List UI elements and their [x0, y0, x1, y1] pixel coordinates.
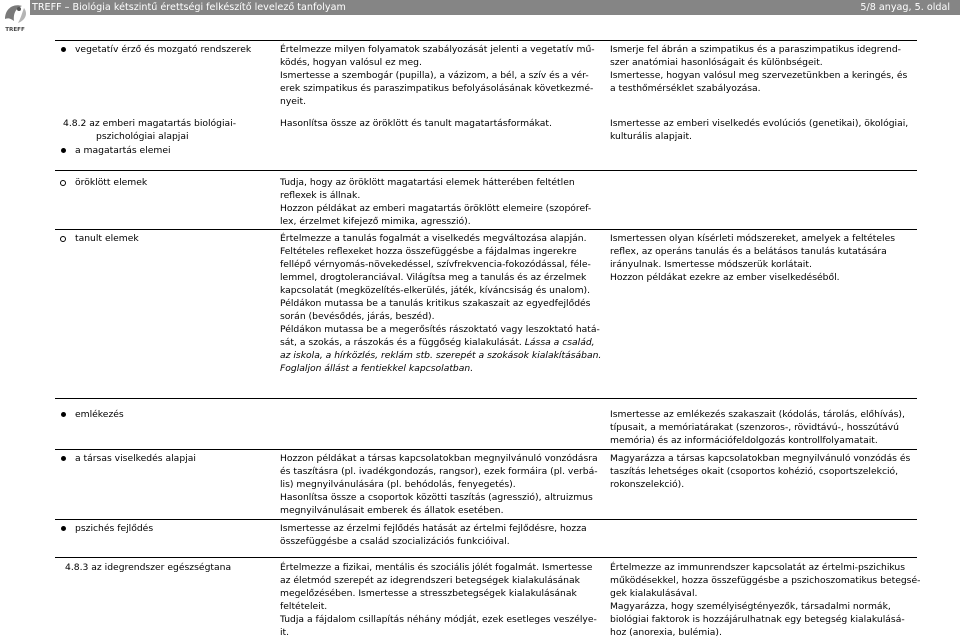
- document-title: TREFF – Biológia kétszintű érettségi felkészítő levelező tanfolyam: [32, 2, 346, 13]
- subtopic-label: tanult elemek: [75, 233, 139, 244]
- standard-requirement-text: Értelmezze milyen folyamatok szabályozását jelenti a vegetatív mű- ködés, hogyan valósul ez meg. Ismertesse a szembogár (pupilla), a vázizom, a bél, a szív és a vér- erek szimpatikus és paraszimpatikus befolyásolásának következmé- nyeit.: [280, 44, 595, 107]
- standard-requirement-text: Értelmezze a fizikai, mentális és szociális jólét fogalmát. Ismertesse az életmód szerepét az idegrendszeri betegségek kialakulásának megelőzésében. Ismertesse a stresszbetegségek kialakulásának feltételeit. Tudja a fájdalom csillapítás néhány módját, ezek esetleges veszélye- it.: [280, 562, 597, 638]
- advanced-requirement-text: Értelmezze az immunrendszer kapcsolatát az értelmi-pszichikus működésekkel, hozza összefüggésbe a pszichoszomatikus betegsé- gek kialakulásával. Magyarázza, hogy személyiségtényezők, társadalmi normák, biológiai faktorok is hozzájárulhatnak egy betegség kialakulásá- hoz (anorexia, bulémia).: [610, 562, 921, 638]
- subtopic-label: öröklött elemek: [75, 177, 148, 188]
- advanced-requirement-text: Magyarázza a társas kapcsolatokban megnyilvánuló vonzódás és taszítás lehetséges okait (csoportos kohézió, csoportszelekció, rokonszelekció).: [610, 453, 911, 490]
- treff-logo: [0, 0, 30, 34]
- bullet-icon: [61, 412, 66, 417]
- row-divider: [55, 40, 917, 41]
- advanced-requirement-text: Ismerje fel ábrán a szimpatikus és a paraszimpatikus idegrend- szer anatómiai hasonlóságait és különbségeit. Ismertesse, hogyan valósul meg szervezetünkben a keringés, és a testhőmérséklet szabályozása.: [610, 44, 908, 94]
- bullet-icon: [61, 47, 66, 52]
- section-heading-continued: pszichológiai alapjai: [96, 131, 189, 142]
- topic-label: pszichés fejlődés: [75, 523, 154, 534]
- treff-logo-text: TREFF: [5, 27, 25, 33]
- row-divider: [55, 229, 917, 230]
- bullet-icon: [61, 526, 66, 531]
- standard-requirement-text: Hozzon példákat a társas kapcsolatokban megnyilvánuló vonzódásra és taszításra (pl. ivadékgondozás, rangsor), ezek formáira (pl. verbá- lis) megnyilvánulására (pl. behódolás, fenyegetés). Hasonlítsa össze a csoportok közötti taszítás (agresszió), altruizmus megnyilvánulásait emberek és állatok esetében.: [280, 453, 598, 516]
- standard-requirement-text: Hasonlítsa össze az öröklött és tanult magatartásformákat.: [280, 118, 552, 129]
- topic-label: vegetatív érző és mozgató rendszerek: [75, 44, 252, 55]
- topic-label: emlékezés: [75, 409, 124, 420]
- row-divider: [55, 398, 917, 399]
- row-divider: [55, 519, 917, 520]
- page-header: [0, 0, 960, 15]
- hollow-bullet-icon: [60, 236, 66, 242]
- page-number: 5/8 anyag, 5. oldal: [860, 2, 950, 13]
- advanced-requirement-text: Ismertessen olyan kísérleti módszereket, amelyek a feltételes reflex, az operáns tanulás és a belátásos tanulás kutatására irányulnak. Ismertesse módszerük korlátait. Hozzon példákat ezekre az ember viselkedéséből.: [610, 233, 896, 283]
- topic-label: a társas viselkedés alapjai: [75, 453, 196, 464]
- hollow-bullet-icon: [60, 180, 66, 186]
- topic-label: a magatartás elemei: [75, 145, 171, 156]
- section-heading: 4.8.3 az idegrendszer egészségtana: [65, 562, 232, 573]
- requirement-text-regular: Értelmezze a tanulás fogalmát a viselkedés megváltozása alapján. Feltételes reflexeket hozza összefüggésbe a fájdalmas ingerekre fellépő vérnyomás-növekedéssel, szívfrekvencia-fokozódással, féle- lemmel, drogtoleranciával. Világítsa meg a tanulás és az érzelmek kapcsolatát (megközelítés-elkerülés, játék, kíváncsiság és unalom). Példákon mutassa be a tanulás kritikus szakaszait az egyedfejlődés során (bevésődés, járás, beszéd). Példákon mutassa be a megerősítés rászoktató vagy leszoktató hatá- sát, a szokás, a rászokás és a függőség kialakulását.: [280, 233, 600, 348]
- row-divider: [55, 449, 917, 450]
- standard-requirement-text: Tudja, hogy az öröklött magatartási elemek hátterében feltétlen reflexek is állnak. Hozzon példákat az emberi magatartás öröklött elemeire (szopóref- lex, érzelmet kifejező mimika, agresszió).: [280, 177, 592, 227]
- standard-requirement-text: [280, 232, 601, 375]
- advanced-requirement-text: Ismertesse az emlékezés szakaszait (kódolás, tárolás, előhívás), típusait, a memóriatárakat (szenzoros-, rövidtávú-, hosszútávú memória) és az információfeldolgozás kontrollfolyamatait.: [610, 409, 905, 446]
- row-divider: [55, 557, 917, 558]
- requirement-text-italic: Lássa a család, az iskola, a hírközlés, reklám stb. szerepét a szokások kialakításában. Foglaljon állást a fentiekkel kapcsolatban.: [280, 337, 602, 374]
- bullet-icon: [61, 148, 66, 153]
- bullet-icon: [61, 456, 66, 461]
- standard-requirement-text: Ismertesse az érzelmi fejlődés hatását az értelmi fejlődésre, hozza összefüggésbe a család szocializációs funkcióival.: [280, 523, 587, 547]
- section-heading: 4.8.2 az emberi magatartás biológiai-: [63, 118, 237, 129]
- advanced-requirement-text: Ismertesse az emberi viselkedés evolúciós (genetikai), ökológiai, kulturális alapjait.: [610, 118, 909, 142]
- row-divider: [55, 170, 917, 171]
